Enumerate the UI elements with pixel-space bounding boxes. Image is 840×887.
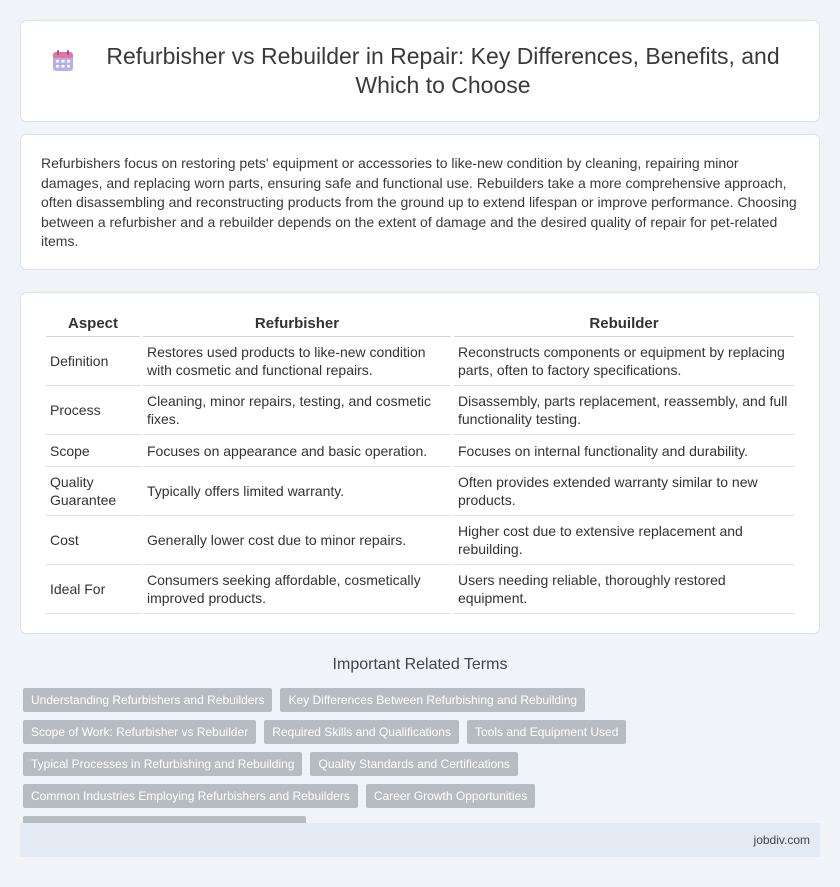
- table-row: [46, 565, 794, 614]
- rebuilder-cell: Higher cost due to extensive replacement and rebuilding.: [454, 516, 794, 565]
- related-term-tag[interactable]: Understanding Refurbishers and Rebuilders: [23, 688, 272, 712]
- related-terms-title: Important Related Terms: [332, 656, 508, 673]
- related-term-tag[interactable]: Required Skills and Qualifications: [264, 720, 459, 744]
- table-row: [46, 337, 794, 386]
- table-row: [46, 516, 794, 565]
- related-term-tag[interactable]: Scope of Work: Refurbisher vs Rebuilder: [23, 720, 256, 744]
- column-header-aspect: Aspect: [46, 311, 140, 337]
- table-row: [46, 467, 794, 516]
- related-terms-tags: [23, 688, 823, 840]
- header-inner: [52, 42, 788, 100]
- header-card: [20, 20, 820, 122]
- aspect-cell: Definition: [46, 337, 140, 386]
- related-term-tag[interactable]: Typical Processes in Refurbishing and Rebuilding: [23, 752, 302, 776]
- page-title: Refurbisher vs Rebuilder in Repair: Key Differences, Benefits, and Which to Choose: [106, 43, 780, 98]
- related-term-tag[interactable]: Quality Standards and Certifications: [310, 752, 517, 776]
- rebuilder-cell: Disassembly, parts replacement, reassembly, and full functionality testing.: [454, 386, 794, 435]
- rebuilder-cell: Focuses on internal functionality and durability.: [454, 435, 794, 467]
- rebuilder-cell: Users needing reliable, thoroughly restored equipment.: [454, 565, 794, 614]
- aspect-cell: Scope: [46, 435, 140, 467]
- footer: [20, 823, 820, 857]
- refurbisher-cell: Consumers seeking affordable, cosmetically improved products.: [143, 565, 451, 614]
- table-row: [46, 386, 794, 435]
- intro-paragraph: Refurbishers focus on restoring pets' equipment or accessories to like-new condition by cleaning, repairing minor damages, and replacing worn parts, ensuring safe and functional use. Rebuilders take a more comprehensive approach, often disassembling and reconstructing products from the ground up to extend lifespan or improve performance. Choosing between a refurbisher and a rebuilder depends on the extent of damage and the desired quality of repair for pet-related items.: [41, 155, 797, 250]
- table-row: [46, 435, 794, 467]
- aspect-cell: Quality Guarantee: [46, 467, 140, 516]
- refurbisher-cell: Typically offers limited warranty.: [143, 467, 451, 516]
- rebuilder-cell: Reconstructs components or equipment by replacing parts, often to factory specifications.: [454, 337, 794, 386]
- related-term-tag[interactable]: Key Differences Between Refurbishing and Rebuilding: [280, 688, 585, 712]
- aspect-cell: Process: [46, 386, 140, 435]
- refurbisher-cell: Generally lower cost due to minor repairs.: [143, 516, 451, 565]
- related-term-tag[interactable]: Common Industries Employing Refurbishers and Rebuilders: [23, 784, 358, 808]
- column-header-refurbisher: Refurbisher: [143, 311, 451, 337]
- refurbisher-cell: Cleaning, minor repairs, testing, and cosmetic fixes.: [143, 386, 451, 435]
- calendar-icon: [52, 50, 74, 72]
- refurbisher-cell: Focuses on appearance and basic operation.: [143, 435, 451, 467]
- intro-card: [20, 134, 820, 270]
- table-header-row: [46, 311, 794, 337]
- refurbisher-cell: Restores used products to like-new condition with cosmetic and functional repairs.: [143, 337, 451, 386]
- aspect-cell: Ideal For: [46, 565, 140, 614]
- rebuilder-cell: Often provides extended warranty similar to new products.: [454, 467, 794, 516]
- comparison-table: [43, 311, 797, 614]
- column-header-rebuilder: Rebuilder: [454, 311, 794, 337]
- related-term-tag[interactable]: Tools and Equipment Used: [467, 720, 626, 744]
- related-term-tag[interactable]: Career Growth Opportunities: [366, 784, 535, 808]
- aspect-cell: Cost: [46, 516, 140, 565]
- comparison-table-card: [20, 292, 820, 634]
- footer-site-link[interactable]: jobdiv.com: [753, 833, 810, 847]
